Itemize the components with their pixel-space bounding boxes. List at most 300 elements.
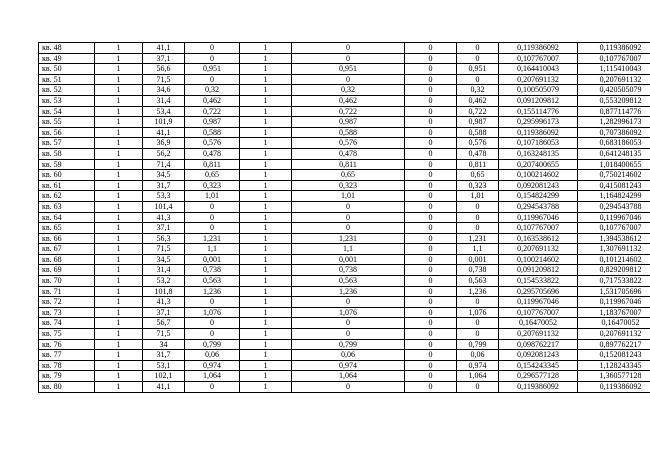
table-cell: 1	[95, 318, 143, 329]
table-cell: 1,1	[292, 244, 405, 255]
table-cell: 1	[240, 170, 292, 181]
table-cell: 34,6	[143, 85, 185, 96]
table-cell: 0,65	[292, 170, 405, 181]
table-cell: 0,738	[185, 265, 240, 276]
table-cell: 0,164410043	[499, 64, 578, 75]
apartment-number-cell: кв. 76	[39, 339, 95, 350]
table-row	[39, 138, 650, 149]
table-row	[39, 159, 650, 170]
apartment-number-cell: кв. 68	[39, 254, 95, 265]
apartment-number-cell: кв. 59	[39, 159, 95, 170]
table-cell: 41,1	[143, 382, 185, 393]
table-row	[39, 212, 650, 223]
table-cell: 0,163538612	[499, 233, 578, 244]
table-cell: 0,897762217	[578, 339, 650, 350]
table-cell: 0,563	[292, 276, 405, 287]
table-cell: 0	[405, 360, 457, 371]
table-cell: 1	[95, 74, 143, 85]
table-cell: 0,294543788	[578, 201, 650, 212]
table-row	[39, 276, 650, 287]
table-cell: 0	[457, 382, 499, 393]
table-cell: 1	[240, 223, 292, 234]
table-cell: 0	[185, 74, 240, 85]
table-cell: 71,5	[143, 74, 185, 85]
table-row	[39, 244, 650, 255]
table-cell: 0,295996173	[499, 117, 578, 128]
table-cell: 1	[240, 117, 292, 128]
apartment-number-cell: кв. 69	[39, 265, 95, 276]
apartment-number-cell: кв. 60	[39, 170, 95, 181]
table-cell: 0	[292, 201, 405, 212]
table-row	[39, 180, 650, 191]
table-cell: 0	[185, 201, 240, 212]
table-cell: 0	[185, 382, 240, 393]
table-cell: 0,576	[185, 138, 240, 149]
document-page	[38, 42, 642, 393]
table-cell: 1	[95, 117, 143, 128]
table-cell: 1	[240, 276, 292, 287]
table-cell: 0	[405, 43, 457, 54]
table-cell: 1	[95, 127, 143, 138]
table-cell: 0,32	[457, 85, 499, 96]
table-cell: 0,987	[457, 117, 499, 128]
table-cell: 0,951	[292, 64, 405, 75]
table-cell: 0,294543788	[499, 201, 578, 212]
table-row	[39, 286, 650, 297]
table-cell: 1	[95, 85, 143, 96]
table-cell: 0	[292, 212, 405, 223]
table-cell: 0,119386092	[499, 127, 578, 138]
table-cell: 41,3	[143, 212, 185, 223]
table-cell: 0,295705696	[499, 286, 578, 297]
table-cell: 0,207691132	[499, 74, 578, 85]
table-cell: 71,5	[143, 329, 185, 340]
table-cell: 0,101214602	[578, 254, 650, 265]
table-cell: 1	[95, 53, 143, 64]
table-cell: 53,2	[143, 276, 185, 287]
table-cell: 0	[405, 223, 457, 234]
table-cell: 0,811	[292, 159, 405, 170]
table-cell: 0	[405, 53, 457, 64]
table-row	[39, 106, 650, 117]
table-cell: 71,4	[143, 159, 185, 170]
table-cell: 0	[405, 95, 457, 106]
table-cell: 53,4	[143, 106, 185, 117]
table-cell: 0,974	[292, 360, 405, 371]
table-cell: 1	[95, 297, 143, 308]
table-row	[39, 265, 650, 276]
table-cell: 0	[457, 297, 499, 308]
table-cell: 0,092081243	[499, 350, 578, 361]
apartment-number-cell: кв. 62	[39, 191, 95, 202]
table-cell: 0	[405, 307, 457, 318]
table-cell: 0,683186053	[578, 138, 650, 149]
table-cell: 0,323	[185, 180, 240, 191]
table-cell: 0,06	[457, 350, 499, 361]
table-cell: 1,01	[457, 191, 499, 202]
table-cell: 0,799	[185, 339, 240, 350]
table-cell: 0,738	[457, 265, 499, 276]
table-cell: 1	[240, 318, 292, 329]
table-cell: 1	[95, 254, 143, 265]
table-cell: 1	[240, 297, 292, 308]
table-cell: 34,5	[143, 254, 185, 265]
table-cell: 0,738	[292, 265, 405, 276]
table-cell: 1,231	[185, 233, 240, 244]
table-cell: 1,307691132	[578, 244, 650, 255]
table-cell: 1,064	[457, 371, 499, 382]
table-cell: 0	[457, 329, 499, 340]
table-cell: 0,16470052	[578, 318, 650, 329]
table-cell: 0,420505079	[578, 85, 650, 96]
table-cell: 1	[240, 43, 292, 54]
table-cell: 0,119386092	[499, 43, 578, 54]
table-cell: 1	[95, 233, 143, 244]
table-cell: 1	[95, 148, 143, 159]
table-cell: 1	[240, 127, 292, 138]
table-cell: 0	[185, 297, 240, 308]
table-cell: 53,1	[143, 360, 185, 371]
table-cell: 1,164824299	[578, 191, 650, 202]
table-cell: 0,100214602	[499, 254, 578, 265]
apartment-number-cell: кв. 54	[39, 106, 95, 117]
table-row	[39, 254, 650, 265]
table-cell: 0	[457, 53, 499, 64]
table-cell: 0,06	[292, 350, 405, 361]
table-cell: 0	[405, 297, 457, 308]
table-cell: 0,987	[292, 117, 405, 128]
table-cell: 0,641248135	[578, 148, 650, 159]
table-cell: 0	[405, 148, 457, 159]
table-cell: 0	[405, 201, 457, 212]
table-row	[39, 148, 650, 159]
table-cell: 0	[185, 223, 240, 234]
table-cell: 0	[292, 53, 405, 64]
table-cell: 0,462	[185, 95, 240, 106]
table-row	[39, 64, 650, 75]
table-cell: 41,1	[143, 127, 185, 138]
table-cell: 0,107767007	[499, 223, 578, 234]
table-cell: 1,360577128	[578, 371, 650, 382]
table-cell: 1,282996173	[578, 117, 650, 128]
table-cell: 1,01	[292, 191, 405, 202]
table-cell: 1	[240, 233, 292, 244]
table-cell: 1,076	[457, 307, 499, 318]
table-cell: 0,207691132	[578, 74, 650, 85]
table-cell: 71,5	[143, 244, 185, 255]
table-cell: 0	[457, 43, 499, 54]
table-cell: 0	[457, 223, 499, 234]
table-cell: 0	[405, 339, 457, 350]
table-cell: 31,7	[143, 180, 185, 191]
table-cell: 1,115410043	[578, 64, 650, 75]
table-cell: 0,207691132	[499, 329, 578, 340]
table-row	[39, 350, 650, 361]
apartment-number-cell: кв. 74	[39, 318, 95, 329]
table-cell: 0	[292, 74, 405, 85]
table-cell: 1,064	[185, 371, 240, 382]
table-cell: 0,576	[457, 138, 499, 149]
table-row	[39, 201, 650, 212]
apartment-number-cell: кв. 73	[39, 307, 95, 318]
table-cell: 0,154824299	[499, 191, 578, 202]
table-cell: 31,4	[143, 265, 185, 276]
table-cell: 1	[95, 95, 143, 106]
table-cell: 1,394538612	[578, 233, 650, 244]
table-cell: 0	[457, 212, 499, 223]
table-cell: 1	[95, 339, 143, 350]
apartment-number-cell: кв. 63	[39, 201, 95, 212]
table-cell: 0	[457, 201, 499, 212]
table-cell: 0,478	[185, 148, 240, 159]
table-row	[39, 371, 650, 382]
table-cell: 1	[95, 223, 143, 234]
table-cell: 0,563	[185, 276, 240, 287]
table-cell: 41,3	[143, 297, 185, 308]
table-row	[39, 95, 650, 106]
table-cell: 0,119967046	[499, 297, 578, 308]
table-cell: 1,076	[292, 307, 405, 318]
apartment-number-cell: кв. 66	[39, 233, 95, 244]
table-cell: 0	[405, 85, 457, 96]
table-cell: 1	[240, 180, 292, 191]
table-row	[39, 382, 650, 393]
table-row	[39, 127, 650, 138]
table-cell: 1	[95, 329, 143, 340]
table-cell: 0,001	[185, 254, 240, 265]
table-cell: 31,4	[143, 95, 185, 106]
apartment-number-cell: кв. 61	[39, 180, 95, 191]
table-cell: 0,588	[185, 127, 240, 138]
apartment-number-cell: кв. 51	[39, 74, 95, 85]
table-cell: 1	[95, 180, 143, 191]
table-cell: 1	[240, 244, 292, 255]
table-row	[39, 233, 650, 244]
table-cell: 41,1	[143, 43, 185, 54]
table-cell: 56,3	[143, 233, 185, 244]
table-cell: 1	[95, 212, 143, 223]
table-cell: 1	[240, 191, 292, 202]
table-body	[39, 43, 650, 393]
table-cell: 1	[95, 170, 143, 181]
table-cell: 101,9	[143, 117, 185, 128]
table-cell: 1	[95, 286, 143, 297]
table-cell: 0	[405, 329, 457, 340]
table-cell: 0,107767007	[578, 223, 650, 234]
table-cell: 0	[405, 265, 457, 276]
table-cell: 0,462	[457, 95, 499, 106]
table-cell: 0,163248135	[499, 148, 578, 159]
table-cell: 0,415081243	[578, 180, 650, 191]
table-row	[39, 43, 650, 54]
table-cell: 1	[240, 138, 292, 149]
table-cell: 0,829209812	[578, 265, 650, 276]
table-cell: 0	[185, 329, 240, 340]
apartment-number-cell: кв. 52	[39, 85, 95, 96]
table-cell: 0	[405, 318, 457, 329]
table-cell: 37,1	[143, 223, 185, 234]
table-cell: 0	[185, 43, 240, 54]
table-cell: 0,100214602	[499, 170, 578, 181]
apartment-number-cell: кв. 57	[39, 138, 95, 149]
table-cell: 1	[240, 74, 292, 85]
table-cell: 36,9	[143, 138, 185, 149]
table-cell: 1	[240, 286, 292, 297]
table-cell: 0,32	[185, 85, 240, 96]
table-cell: 0,06	[185, 350, 240, 361]
table-cell: 1	[240, 201, 292, 212]
apartment-number-cell: кв. 48	[39, 43, 95, 54]
table-row	[39, 117, 650, 128]
table-cell: 0,553209812	[578, 95, 650, 106]
table-row	[39, 360, 650, 371]
table-cell: 1	[95, 244, 143, 255]
table-cell: 0,119386092	[499, 382, 578, 393]
table-cell: 0,811	[457, 159, 499, 170]
table-cell: 0,119967046	[578, 212, 650, 223]
table-cell: 1	[240, 307, 292, 318]
apartment-number-cell: кв. 79	[39, 371, 95, 382]
table-cell: 1,531705696	[578, 286, 650, 297]
table-cell: 0,65	[185, 170, 240, 181]
table-cell: 0,323	[457, 180, 499, 191]
table-cell: 0,799	[457, 339, 499, 350]
table-cell: 0	[405, 286, 457, 297]
table-cell: 1,128243345	[578, 360, 650, 371]
table-cell: 0,722	[185, 106, 240, 117]
table-cell: 0	[405, 244, 457, 255]
apartment-number-cell: кв. 77	[39, 350, 95, 361]
table-cell: 1	[240, 339, 292, 350]
table-cell: 0,588	[457, 127, 499, 138]
table-cell: 1,01	[185, 191, 240, 202]
table-cell: 0,478	[457, 148, 499, 159]
table-cell: 0,722	[292, 106, 405, 117]
table-cell: 0,119386092	[578, 43, 650, 54]
table-row	[39, 318, 650, 329]
table-cell: 0,563	[457, 276, 499, 287]
table-cell: 1	[95, 64, 143, 75]
table-cell: 1	[95, 276, 143, 287]
table-cell: 0,987	[185, 117, 240, 128]
table-cell: 0,717533822	[578, 276, 650, 287]
table-cell: 0,119967046	[499, 212, 578, 223]
apartment-data-table	[38, 42, 650, 393]
table-cell: 1	[95, 265, 143, 276]
table-cell: 0	[405, 74, 457, 85]
table-cell: 0	[405, 276, 457, 287]
table-cell: 0	[405, 382, 457, 393]
table-cell: 0	[185, 318, 240, 329]
table-cell: 0,323	[292, 180, 405, 191]
table-cell: 0,951	[185, 64, 240, 75]
table-cell: 0	[405, 127, 457, 138]
table-cell: 0	[405, 254, 457, 265]
table-cell: 0	[292, 223, 405, 234]
table-cell: 0,974	[185, 360, 240, 371]
apartment-number-cell: кв. 67	[39, 244, 95, 255]
table-row	[39, 85, 650, 96]
table-cell: 1	[240, 106, 292, 117]
table-cell: 0,207400655	[499, 159, 578, 170]
table-cell: 1	[95, 350, 143, 361]
table-cell: 37,1	[143, 53, 185, 64]
table-cell: 1,231	[292, 233, 405, 244]
table-cell: 1,183767007	[578, 307, 650, 318]
table-cell: 0,001	[457, 254, 499, 265]
table-cell: 1	[95, 371, 143, 382]
table-cell: 1,236	[292, 286, 405, 297]
table-cell: 1	[240, 85, 292, 96]
table-cell: 0	[405, 106, 457, 117]
table-cell: 0	[185, 53, 240, 64]
table-cell: 0,119386092	[578, 382, 650, 393]
table-row	[39, 170, 650, 181]
table-cell: 1	[95, 201, 143, 212]
table-cell: 1,236	[457, 286, 499, 297]
table-cell: 0,462	[292, 95, 405, 106]
table-row	[39, 74, 650, 85]
table-cell: 56,2	[143, 148, 185, 159]
table-row	[39, 223, 650, 234]
table-cell: 0	[405, 191, 457, 202]
table-cell: 1,1	[185, 244, 240, 255]
table-cell: 0,100505079	[499, 85, 578, 96]
table-cell: 1	[240, 53, 292, 64]
table-cell: 1	[95, 382, 143, 393]
apartment-number-cell: кв. 72	[39, 297, 95, 308]
table-cell: 1	[95, 307, 143, 318]
table-cell: 0,107186053	[499, 138, 578, 149]
table-cell: 1	[95, 43, 143, 54]
table-cell: 1	[240, 265, 292, 276]
table-cell: 1	[240, 254, 292, 265]
table-cell: 0	[405, 350, 457, 361]
table-cell: 0	[405, 170, 457, 181]
table-cell: 0	[405, 117, 457, 128]
table-cell: 0,155114776	[499, 106, 578, 117]
table-cell: 1,018400655	[578, 159, 650, 170]
table-cell: 0,092081243	[499, 180, 578, 191]
table-row	[39, 53, 650, 64]
table-cell: 1	[95, 191, 143, 202]
table-cell: 1	[240, 371, 292, 382]
table-cell: 0,107767007	[499, 53, 578, 64]
table-cell: 0,207691132	[578, 329, 650, 340]
table-cell: 0,098762217	[499, 339, 578, 350]
table-cell: 1	[240, 350, 292, 361]
table-cell: 37,1	[143, 307, 185, 318]
table-cell: 53,3	[143, 191, 185, 202]
table-cell: 0	[405, 180, 457, 191]
table-cell: 0,707386092	[578, 127, 650, 138]
apartment-number-cell: кв. 75	[39, 329, 95, 340]
apartment-number-cell: кв. 58	[39, 148, 95, 159]
table-cell: 0	[405, 64, 457, 75]
table-cell: 56,6	[143, 64, 185, 75]
table-cell: 0,107767007	[499, 307, 578, 318]
table-cell: 1,1	[457, 244, 499, 255]
table-cell: 1	[95, 138, 143, 149]
table-cell: 0	[185, 212, 240, 223]
table-cell: 1,231	[457, 233, 499, 244]
table-cell: 0,951	[457, 64, 499, 75]
table-cell: 0,799	[292, 339, 405, 350]
table-cell: 0,207691132	[499, 244, 578, 255]
table-row	[39, 329, 650, 340]
apartment-number-cell: кв. 80	[39, 382, 95, 393]
table-cell: 0	[292, 297, 405, 308]
